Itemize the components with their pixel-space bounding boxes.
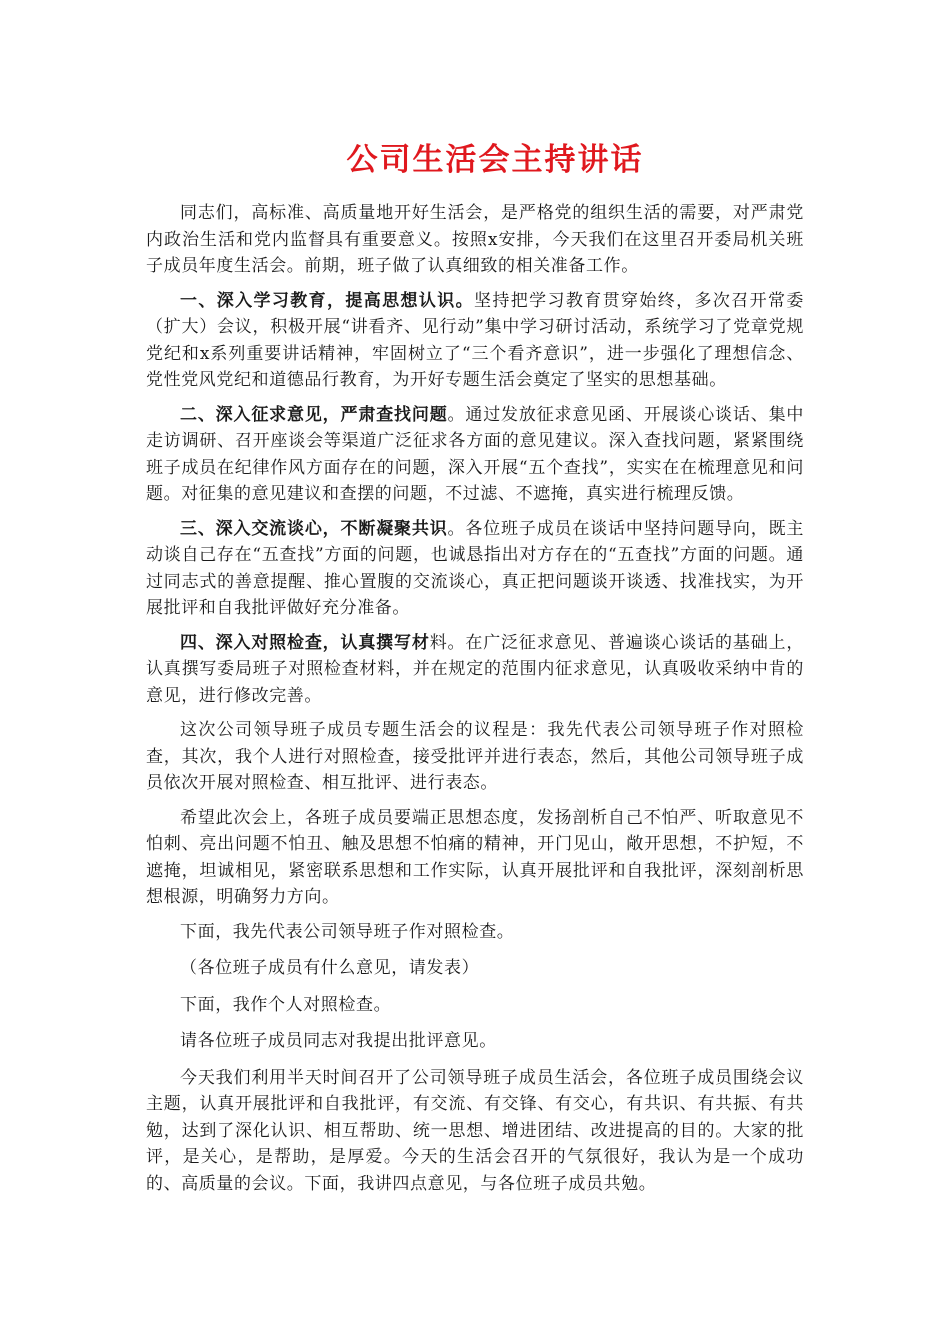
paragraph-hope: 希望此次会上，各班子成员要端正思想态度，发扬剖析自己不怕严、听取意见不怕刺、亮出问题不怕丑、触及思想不怕痛的精神，开门见山，敞开思想，不护短，不遮掩，坦诚相见，紧密联系思想和工作实际，认真开展批评和自我批评，深刻剖析思想根源，明确努力方向。 bbox=[146, 807, 804, 907]
point-heading: 三、深入交流谈心，不断凝聚共识 bbox=[180, 518, 448, 539]
paragraph-point-2: 二、深入征求意见，严肃查找问题。通过发放征求意见函、开展谈心谈话、集中走访调研、召开座谈会等渠道广泛征求各方面的意见建议。深入查找问题，紧紧围绕班子成员在纪律作风方面存在的问题，深入开展“五个查找”，实实在在梳理意见和问题。对征集的意见建议和查摆的问题，不过滤、不遮掩，真实进行梳理反馈。 bbox=[146, 404, 805, 504]
paragraph-request: 请各位班子成员同志对我提出批评意见。 bbox=[180, 1031, 497, 1051]
paragraph-point-4: 四、深入对照检查，认真撰写材料。在广泛征求意见、普遍谈心谈话的基础上，认真撰写委局班子对照检查材料，并在规定的范围内征求意见，认真吸收采纳中肯的意见，进行修改完善。 bbox=[146, 632, 804, 706]
paragraph-next-2: 下面，我作个人对照检查。 bbox=[180, 994, 392, 1015]
point-heading: 二、深入征求意见，严肃查找问题 bbox=[180, 404, 448, 425]
document-page bbox=[146, 138, 804, 1205]
point-heading: 一、深入学习教育，提高思想认识。 bbox=[180, 290, 475, 311]
paragraph-summary: 今天我们利用半天时间召开了公司领导班子成员生活会，各位班子成员围绕会议主题，认真开展批评和自我批评，有交流、有交锋、有交心，有共识、有共振、有共勉，达到了深化认识、相互帮助、统一思想、增进团结、改进提高的目的。大家的批评，是关心，是帮助，是厚爱。今天的生活会召开的气氛很好，我认为是一个成功的、高质量的会议。下面，我讲四点意见，与各位班子成员共勉。 bbox=[146, 1067, 804, 1194]
paragraph-next-1: 下面，我先代表公司领导班子作对照检查。 bbox=[180, 921, 515, 942]
paragraph-point-1: 一、深入学习教育，提高思想认识。坚持把学习教育贯穿始终，多次召开常委（扩大）会议，积极开展“讲看齐、见行动”集中学习研讨活动，系统学习了党章党规党纪和x系列重要讲话精神，牢固树立了“三个看齐意识”，进一步强化了理想信念、党性党风党纪和道德品行教育，为开好专题生活会奠定了坚实的思想基础。 bbox=[146, 290, 804, 390]
paragraph-opinions: （各位班子成员有什么意见，请发表） bbox=[180, 958, 480, 978]
paragraph-agenda: 这次公司领导班子成员专题生活会的议程是：我先代表公司领导班子作对照检查，其次，我个人进行对照检查，接受批评并进行表态，然后，其他公司领导班子成员依次开展对照检查、相互批评、进行表态。 bbox=[146, 720, 804, 793]
paragraph-intro: 同志们，高标准、高质量地开好生活会，是严格党的组织生活的需要，对严肃党内政治生活和党内监督具有重要意义。按照x安排，今天我们在这里召开委局机关班子成员年度生活会。前期，班子做了认真细致的相关准备工作。 bbox=[146, 203, 804, 276]
document-title: 公司生活会主持讲话 bbox=[346, 142, 644, 178]
paragraph-point-3: 三、深入交流谈心，不断凝聚共识。各位班子成员在谈话中坚持问题导向，既主动谈自己存在“五查找”方面的问题，也诚恳指出对方存在的“五查找”方面的问题。通过同志式的善意提醒、推心置腹的交流谈心，真正把问题谈开谈透、找准找实，为开展批评和自我批评做好充分准备。 bbox=[146, 518, 805, 618]
point-heading: 四、深入对照检查，认真撰写材 bbox=[180, 632, 430, 653]
